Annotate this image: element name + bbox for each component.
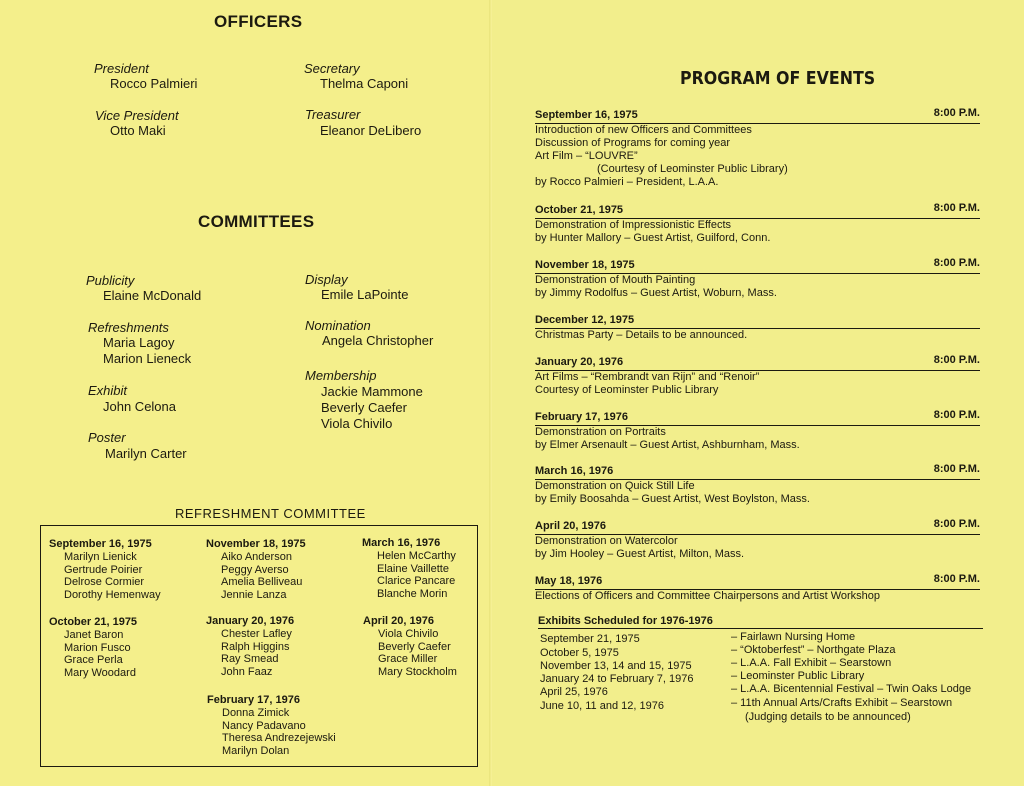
refreshment-group: October 21, 1975 Janet Baron Marion Fusco Grace Perla Mary Woodard	[49, 616, 138, 680]
officer-role: Secretary	[304, 61, 360, 76]
event-block	[535, 108, 980, 189]
event-date: March 16, 1976	[535, 465, 614, 477]
event-line: Art Film – “LOUVRE”	[535, 150, 638, 162]
committee-role: Membership	[305, 368, 377, 383]
event-line: (Courtesy of Leominster Public Library)	[597, 163, 788, 175]
officer-role: Vice President	[95, 108, 179, 123]
event-line: by Hunter Mallory – Guest Artist, Guilford, Conn.	[535, 232, 771, 244]
committee-role: Poster	[88, 430, 126, 445]
event-line: Art Films – “Rembrandt van Rijn” and “Renoir”	[535, 371, 760, 383]
event-block	[535, 574, 980, 603]
officer-name: Rocco Palmieri	[110, 76, 198, 91]
event-block	[535, 355, 980, 397]
event-line: Introduction of new Officers and Committees	[535, 124, 752, 136]
exhibit-desc: – L.A.A. Fall Exhibit – Searstown	[731, 657, 892, 669]
event-date: November 18, 1975	[535, 259, 635, 271]
committees-title: COMMITTEES	[198, 212, 315, 231]
event-date: September 16, 1975	[535, 109, 638, 121]
exhibit-date: September 21, 1975	[540, 633, 640, 645]
exhibits-title: Exhibits Scheduled for 1976-1976	[538, 615, 983, 629]
exhibit-date: April 25, 1976	[540, 686, 608, 698]
event-block	[535, 258, 980, 300]
refreshment-group: November 18, 1975 Aiko Anderson Peggy Averso Amelia Belliveau Jennie Lanza	[206, 538, 306, 602]
event-block	[535, 464, 980, 506]
committee-role: Exhibit	[88, 383, 128, 398]
event-line: Elections of Officers and Committee Chairpersons and Artist Workshop	[535, 590, 881, 602]
committee-role: Display	[305, 272, 348, 287]
exhibit-desc: – Leominster Public Library	[731, 670, 865, 682]
event-block	[535, 313, 980, 342]
event-time: 8:00 P.M.	[933, 409, 980, 421]
program-title: PROGRAM OF EVENTS	[680, 68, 876, 89]
event-time: 8:00 P.M.	[933, 202, 980, 214]
event-line: Discussion of Programs for coming year	[535, 137, 731, 149]
committee-role: Refreshments	[88, 320, 169, 335]
officer-role: Treasurer	[305, 107, 361, 122]
refreshment-group: September 16, 1975 Marilyn Lienick Gertrude Poirier Delrose Cormier Dorothy Hemenway	[49, 538, 161, 602]
event-date: May 18, 1976	[535, 575, 603, 587]
exhibit-note: (Judging details to be announced)	[745, 711, 911, 723]
committee-role: Nomination	[305, 318, 371, 333]
event-line: Demonstration of Impressionistic Effects	[535, 219, 732, 231]
event-line: Demonstration of Mouth Painting	[535, 274, 696, 286]
committee-member: Angela Christopher	[322, 333, 434, 348]
event-line: Christmas Party – Details to be announced.	[535, 329, 748, 341]
officers-title: OFFICERS	[214, 12, 303, 31]
event-line: Demonstration on Portraits	[535, 426, 666, 438]
event-line: by Rocco Palmieri – President, L.A.A.	[535, 176, 719, 188]
event-block	[535, 519, 980, 561]
refreshment-group: April 20, 1976 Viola Chivilo Beverly Caefer Grace Miller Mary Stockholm	[363, 615, 457, 679]
officer-role: President	[94, 61, 149, 76]
event-time: 8:00 P.M.	[933, 354, 980, 366]
committee-member: John Celona	[103, 399, 176, 414]
committee-member: Beverly Caefer	[321, 400, 407, 415]
event-time: 8:00 P.M.	[933, 257, 980, 269]
exhibit-date: January 24 to February 7, 1976	[540, 673, 694, 685]
committee-member: Emile LaPointe	[321, 287, 409, 302]
exhibit-desc: – “Oktoberfest” – Northgate Plaza	[731, 644, 896, 656]
event-block	[535, 203, 980, 245]
event-date: October 21, 1975	[535, 204, 624, 216]
event-date: April 20, 1976	[535, 520, 606, 532]
committee-member: Maria Lagoy	[103, 335, 175, 350]
event-line: by Elmer Arsenault – Guest Artist, Ashburnham, Mass.	[535, 439, 800, 451]
event-line: Demonstration on Quick Still Life	[535, 480, 695, 492]
event-line: by Jimmy Rodolfus – Guest Artist, Woburn, Mass.	[535, 287, 777, 299]
refreshment-title: REFRESHMENT COMMITTEE	[175, 506, 366, 521]
exhibit-date: November 13, 14 and 15, 1975	[540, 660, 692, 672]
committee-member: Elaine McDonald	[103, 288, 202, 303]
refreshment-group: January 20, 1976 Chester Lafley Ralph Higgins Ray Smead John Faaz	[206, 615, 295, 679]
officer-name: Thelma Caponi	[320, 76, 409, 91]
exhibit-date: June 10, 11 and 12, 1976	[540, 700, 664, 712]
event-block	[535, 410, 980, 452]
event-date: December 12, 1975	[535, 314, 635, 326]
event-time: 8:00 P.M.	[933, 107, 980, 119]
exhibits-section	[538, 615, 983, 629]
officer-name: Otto Maki	[110, 123, 166, 138]
exhibit-date: October 5, 1975	[540, 647, 619, 659]
committee-member: Marilyn Carter	[105, 446, 187, 461]
event-time: 8:00 P.M.	[933, 573, 980, 585]
event-time: 8:00 P.M.	[933, 518, 980, 530]
committee-member: Viola Chivilo	[321, 416, 393, 431]
event-line: by Emily Boosahda – Guest Artist, West Boylston, Mass.	[535, 493, 810, 505]
event-line: Courtesy of Leominster Public Library	[535, 384, 719, 396]
event-time: 8:00 P.M.	[933, 463, 980, 475]
refreshment-group: March 16, 1976 Helen McCarthy Elaine Vaillette Clarice Pancare Blanche Morin	[362, 537, 456, 601]
event-line: Demonstration on Watercolor	[535, 535, 678, 547]
exhibit-desc: – Fairlawn Nursing Home	[731, 631, 856, 643]
event-date: February 17, 1976	[535, 411, 628, 423]
committee-member: Jackie Mammone	[321, 384, 423, 399]
exhibit-desc: – L.A.A. Bicentennial Festival – Twin Oaks Lodge	[731, 683, 972, 695]
refreshment-group: February 17, 1976 Donna Zimick Nancy Padavano Theresa Andrezejewski Marilyn Dolan	[207, 694, 336, 758]
left-page	[0, 0, 492, 786]
officer-name: Eleanor DeLibero	[320, 123, 422, 138]
event-line: by Jim Hooley – Guest Artist, Milton, Mass.	[535, 548, 745, 560]
exhibit-desc: – 11th Annual Arts/Crafts Exhibit – Searstown	[731, 697, 953, 709]
committee-member: Marion Lieneck	[103, 351, 192, 366]
event-date: January 20, 1976	[535, 356, 624, 368]
committee-role: Publicity	[86, 273, 135, 288]
